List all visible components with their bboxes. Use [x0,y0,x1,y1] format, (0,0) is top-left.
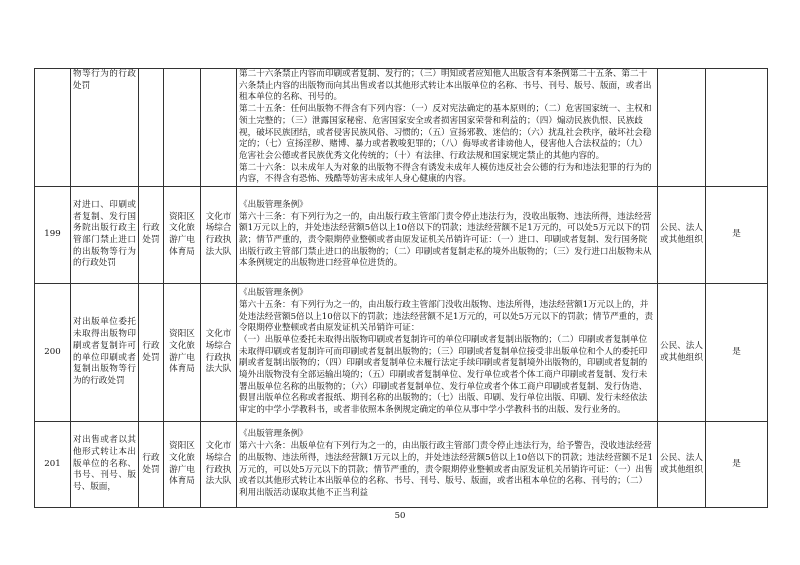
legal-basis-paragraph: 《出版管理条例》 [239,288,308,299]
row-executing-unit: 文化市场综合行政执法大队 [201,284,237,422]
table-row [35,422,768,508]
legal-basis-paragraph: （一）出版单位委托未取得出版物印刷或者复制许可的单位印刷或者复制出版物的；（二）印刷或者复制单位未取得印刷或者复制许可而印刷或者复制出版物的；（三）印刷或者复制单位接受非出版单位和个人的委托印刷或者复制出版物的；（四）印刷或者复制单位未履行法定手续印刷或者复制境外出版物的，印刷或者复制的境外出版物没有全部运输出境的；（五）印刷或者复制单位、发行单位或者个体工商户印刷或者复制、发行未署出版单位名称的出版物的；（六）印刷或者复制单位、发行单位或者个体工商户印刷或者复制、发行伪造、假冒出版单位名称或者报纸、期刊名称的出版物的；（七）出版、印刷、发行单位出版、印刷、发行未经依法审定的中学小学教科书，或者非依照本条例规定确定的单位从事中学小学教科书的出版、发行业务的。 [239,334,648,416]
legal-basis-paragraph: 第六十五条：有下列行为之一的，由出版行政主管部门没收出版物、违法所得，违法经营额1万元以上的，并处违法经营额5倍以上10倍以下的罚款；违法经营额不足1万元的，可以处5万元以下的罚款；情节严重的，责令限期停业整顿或者由原发证机关吊销许可证： [239,299,654,334]
row-power-type: 行政处罚 [139,187,164,284]
row-power-type [139,69,164,187]
row-target: 公民、法人或其他组织 [658,422,706,508]
row-flag [706,69,768,187]
legal-basis-paragraph: 第二十五条：任何出版物不得含有下列内容：（一）反对宪法确定的基本原则的；（二）危害国家统一、主权和领土完整的；（三）泄露国家秘密、危害国家安全或者损害国家荣誉和利益的；（四）煽动民族仇恨、民族歧视，破坏民族团结，或者侵害民族风俗、习惯的；（五）宣扬邪教、迷信的；（六）扰乱社会秩序，破坏社会稳定的；（七）宣扬淫秽、赌博、暴力或者教唆犯罪的；（八）侮辱或者诽谤他人，侵害他人合法权益的；（九）危害社会公德或者民族优秀文化传统的；（十）有法律、行政法规和国家规定禁止的其他内容的。 [239,104,652,161]
row-target: 公民、法人或其他组织 [658,284,706,422]
row-target [658,69,706,187]
row-target: 公民、法人或其他组织 [658,187,706,284]
row-department [164,69,201,187]
row-department: 资阳区文化旅游广电体育局 [164,284,201,422]
row-item-name: 对进口、印刷或者复制、发行国务院出版行政主管部门禁止进口的出版物等行为的行政处罚 [71,187,139,284]
page-number: 50 [394,511,406,521]
row-number [35,69,71,187]
row-executing-unit [201,69,237,187]
row-legal-basis [237,422,658,508]
row-executing-unit: 文化市场综合行政执法大队 [201,187,237,284]
row-flag: 是 [706,422,768,508]
row-power-type: 行政处罚 [139,284,164,422]
row-legal-basis [237,187,658,284]
row-item-name: 对出版单位委托未取得出版物印刷或者复制许可的单位印刷或者复制出版物等行为的行政处罚 [71,284,139,422]
table-row [35,187,768,284]
table-row [35,69,768,187]
table-row [35,284,768,422]
row-number: 200 [35,284,71,422]
row-number: 201 [35,422,71,508]
row-executing-unit: 文化市场综合行政执法大队 [201,422,237,508]
row-flag: 是 [706,284,768,422]
legal-basis-paragraph: 《出版管理条例》 [239,429,308,440]
legal-basis-paragraph: 第六十三条：有下列行为之一的，由出版行政主管部门责令停止违法行为，没收出版物、违法所得，违法经营额1万元以上的，并处违法经营额5倍以上10倍以下的罚款；违法经营额不足1万元的，可以处5万元以下的罚款；情节严重的，责令限期停业整顿或者由原发证机关吊销许可证：（一）进口、印刷或者复制、发行国务院出版行政主管部门禁止进口的出版物的；（二）印刷或者复制走私的境外出版物的；（三）发行进口出版物未从本条例规定的出版物进口经营单位进货的。 [239,211,652,269]
legal-basis-paragraph: 第二十六条：以未成年人为对象的出版物不得含有诱发未成年人模仿违反社会公德的行为和违法犯罪的行为的内容，不得含有恐怖、残酷等妨害未成年人身心健康的内容。 [239,162,652,185]
power-list-table [34,68,768,508]
row-legal-basis [237,284,658,422]
row-flag: 是 [706,187,768,284]
legal-basis-paragraph: 第六十六条：出版单位有下列行为之一的，由出版行政主管部门责令停止违法行为，给予警告，没收违法经营的出版物、违法所得，违法经营额1万元以上的，并处违法经营额5倍以上10倍以下的罚款；违法经营额不足1万元的，可以处5万元以下的罚款；情节严重的，责令限期停业整顿或者由原发证机关吊销许可证：（一）出售或者以其他形式转让本出版单位的名称、书号、刊号、版号、版面，或者出租本单位的名称、刊号的；（二）利用出版活动谋取其他不正当利益 [239,441,654,498]
row-department: 资阳区文化旅游广电体育局 [164,422,201,508]
row-legal-basis [237,69,658,187]
legal-basis-paragraph: 《出版管理条例》 [239,199,308,210]
legal-basis-paragraph: 第二十六条禁止内容而印刷或者复制、发行的；（三）明知或者应知他人出版含有本条例第二十五条、第二十六条禁止内容的出版物而向其出售或者以其他形式转让本出版单位的名称、书号、刊号、版号、版面，或者出租本单位的名称、刊号的。 [239,69,652,103]
row-number: 199 [35,187,71,284]
row-item-name: 对出售或者以其他形式转让本出版单位的名称、书号、刊号、版号、版面， [71,422,139,508]
row-power-type: 行政处罚 [139,422,164,508]
row-department: 资阳区文化旅游广电体育局 [164,187,201,284]
row-item-name: 物等行为的行政处罚 [71,69,139,187]
